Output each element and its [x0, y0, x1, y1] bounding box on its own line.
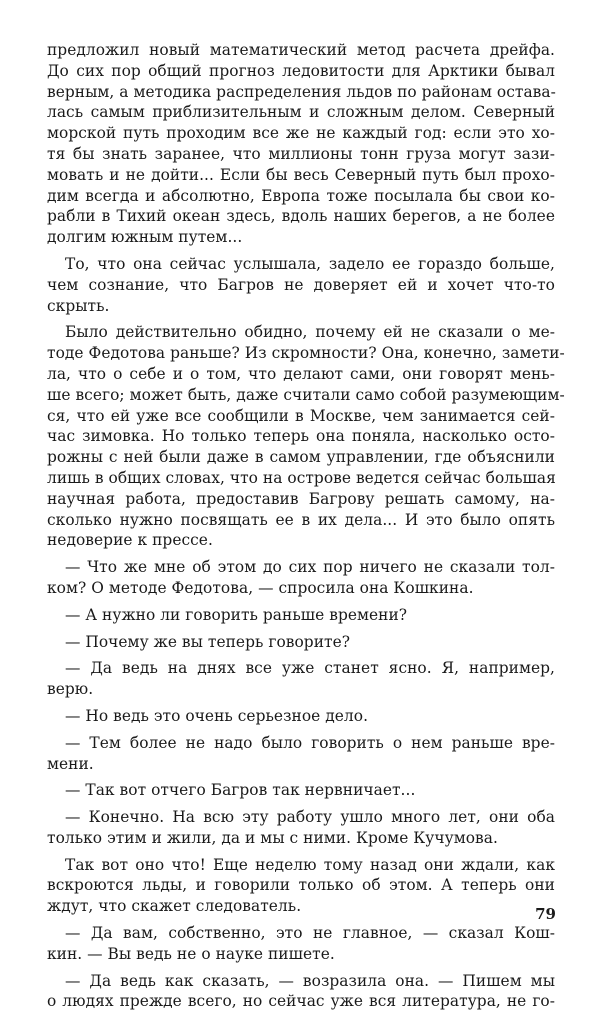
text-line: только этим и жили, да и мы с ними. Кроме Кучумова. — [47, 828, 498, 847]
text-line: — Тем более не надо было говорить о нем раньше вре- — [65, 733, 555, 752]
text-line: ла, что о себе и о том, что делают сами, они говорят мень- — [47, 364, 555, 383]
dialogue-line — [47, 923, 555, 965]
dialogue-line — [47, 780, 555, 801]
text-line: лишь в общих словах, что на острове ведется сейчас большая — [47, 468, 556, 487]
dialogue-line — [47, 807, 555, 849]
text-line: верным, а методика распределения льдов по районам остава- — [47, 82, 556, 101]
text-line: рожны с ней были даже в самом управлении, где объяснили — [47, 448, 555, 467]
text-line: час зимовка. Но только теперь она поняла, насколько осто- — [47, 427, 555, 446]
dialogue-line — [47, 706, 555, 727]
paragraph — [47, 855, 555, 917]
text-line: — Конечно. На всю эту работу ушло много лет, они оба — [65, 808, 555, 827]
text-line: ком? О методе Федотова, — спросила она Кошкина. — [47, 578, 474, 597]
text-line: — Что же мне об этом до сих пор ничего не сказали тол- — [65, 558, 555, 577]
paragraph — [47, 40, 555, 248]
text-line: тоде Федотова раньше? Из скромности? Она, конечно, замети- — [47, 344, 565, 363]
text-line: ше всего; может быть, даже считали само собой разумеющим- — [47, 385, 565, 404]
text-line: ждут, что скажет следователь. — [47, 897, 302, 916]
text-line: — Да ведь как сказать, — возразила она. — Пишем мы — [65, 971, 555, 990]
paragraph — [47, 322, 565, 551]
dialogue-line — [47, 658, 555, 700]
text-line: научная работа, предоставив Багрову решать самому, на- — [47, 489, 555, 508]
text-line: — Но ведь это очень серьезное дело. — [65, 706, 369, 725]
text-line: сколько нужно посвящать ее в их дела... И это было опять — [47, 510, 555, 529]
text-line: рабли в Тихий океан здесь, вдоль наших берегов, а не более — [47, 207, 555, 226]
text-line: — А нужно ли говорить раньше времени? — [65, 605, 408, 624]
paragraph — [47, 254, 555, 316]
text-line: морской путь проходим все же не каждый год: если это хо- — [47, 124, 555, 143]
text-line: верю. — [47, 680, 94, 699]
text-line: Так вот оно что! Еще неделю тому назад они ждали, как — [65, 855, 555, 874]
dialogue-line — [47, 605, 555, 626]
text-line: — Почему же вы теперь говорите? — [65, 632, 351, 651]
text-line: долгим южным путем... — [47, 228, 243, 247]
text-line: Было действительно обидно, почему ей не сказали о ме- — [65, 323, 555, 342]
text-line: — Да вам, собственно, это не главное, — сказал Кош- — [65, 924, 555, 943]
text-line: дим всегда и абсолютно, Европа тоже посылала бы свои ко- — [47, 186, 555, 205]
text-line: ся, что ей уже все сообщили в Москве, чем занимается сей- — [47, 406, 555, 425]
text-line: мени. — [47, 754, 94, 773]
text-line: До сих пор общий прогноз ледовитости для Арктики бывал — [47, 61, 555, 80]
dialogue-line — [47, 557, 555, 599]
text-line: — Да ведь на днях все уже станет ясно. Я, например, — [65, 659, 555, 678]
dialogue-line — [47, 733, 555, 775]
text-line: предложил новый математический метод расчета дрейфа. — [47, 41, 555, 59]
text-line: То, что она сейчас услышала, задело ее гораздо больше, — [65, 254, 555, 273]
text-line: кин. — Вы ведь не о науке пишете. — [47, 944, 335, 963]
text-line: о людях прежде всего, но сейчас уже вся литература, не го- — [47, 992, 555, 1011]
text-line: чем сознание, что Багров не доверяет ей и хочет что-то — [47, 275, 555, 294]
text-line: мовать и не дойти... Если бы весь Северный путь был прохо- — [47, 165, 555, 184]
text-line: скрыть. — [47, 296, 110, 315]
text-line: лась самым приблизительным и сложным делом. Северный — [47, 103, 555, 122]
text-line: — Так вот отчего Багров так нервничает... — [65, 781, 416, 800]
text-line: недоверие к прессе. — [47, 531, 213, 550]
page-text-body — [47, 40, 565, 1018]
dialogue-line — [47, 971, 555, 1013]
text-line: тя бы знать заранее, что миллионы тонн груза могут зази- — [47, 144, 555, 163]
page-number: 79 — [535, 905, 556, 923]
dialogue-line — [47, 632, 555, 653]
text-line: вскроются льды, и говорили только об этом. А теперь они — [47, 876, 555, 895]
